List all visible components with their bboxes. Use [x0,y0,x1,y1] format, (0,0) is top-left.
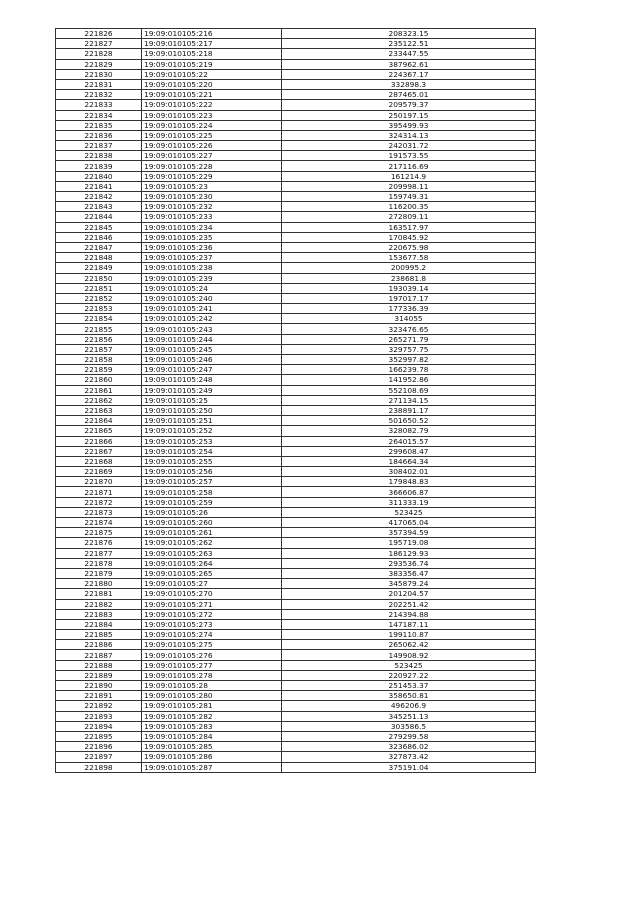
value-cell: 224367.17 [282,69,536,79]
cadastral-number-cell: 19:09:010105:264 [142,558,282,568]
table-row [56,518,536,528]
table-row [56,283,536,293]
table-row [56,375,536,385]
table-row [56,721,536,731]
row-id-cell: 221872 [56,497,142,507]
table-row [56,446,536,456]
value-cell: 501650.52 [282,416,536,426]
table-row [56,742,536,752]
value-cell: 314055 [282,314,536,324]
value-cell: 235122.51 [282,39,536,49]
row-id-cell: 221859 [56,365,142,375]
table-row [56,436,536,446]
table-row [56,110,536,120]
row-id-cell: 221873 [56,507,142,517]
table-row [56,416,536,426]
value-cell: 329757.75 [282,344,536,354]
value-cell: 265062.42 [282,640,536,650]
table-row [56,192,536,202]
table-row [56,59,536,69]
cadastral-number-cell: 19:09:010105:272 [142,609,282,619]
row-id-cell: 221848 [56,253,142,263]
row-id-cell: 221829 [56,59,142,69]
row-id-cell: 221883 [56,609,142,619]
cadastral-number-cell: 19:09:010105:237 [142,253,282,263]
table-row [56,90,536,100]
cadastral-number-cell: 19:09:010105:273 [142,619,282,629]
cadastral-number-cell: 19:09:010105:247 [142,365,282,375]
cadastral-number-cell: 19:09:010105:246 [142,355,282,365]
row-id-cell: 221875 [56,528,142,538]
cadastral-number-cell: 19:09:010105:249 [142,385,282,395]
table-row [56,69,536,79]
value-cell: 220675.98 [282,242,536,252]
row-id-cell: 221892 [56,701,142,711]
value-cell: 417065.04 [282,518,536,528]
row-id-cell: 221870 [56,477,142,487]
value-cell: 332898.3 [282,79,536,89]
row-id-cell: 221877 [56,548,142,558]
row-id-cell: 221830 [56,69,142,79]
cadastral-number-cell: 19:09:010105:263 [142,548,282,558]
table-row [56,507,536,517]
value-cell: 220927.22 [282,670,536,680]
value-cell: 202251.42 [282,599,536,609]
cadastral-number-cell: 19:09:010105:270 [142,589,282,599]
value-cell: 233447.55 [282,49,536,59]
table-row [56,212,536,222]
row-id-cell: 221869 [56,467,142,477]
table-row [56,691,536,701]
table-row [56,232,536,242]
cadastral-number-cell: 19:09:010105:275 [142,640,282,650]
cadastral-number-cell: 19:09:010105:283 [142,721,282,731]
table-row [56,263,536,273]
value-cell: 358650.81 [282,691,536,701]
cadastral-number-cell: 19:09:010105:282 [142,711,282,721]
row-id-cell: 221861 [56,385,142,395]
row-id-cell: 221857 [56,344,142,354]
cadastral-number-cell: 19:09:010105:232 [142,202,282,212]
row-id-cell: 221836 [56,130,142,140]
cadastral-number-cell: 19:09:010105:284 [142,731,282,741]
value-cell: 383356.47 [282,568,536,578]
value-cell: 201204.57 [282,589,536,599]
cadastral-number-cell: 19:09:010105:229 [142,171,282,181]
value-cell: 191573.55 [282,151,536,161]
cadastral-number-cell: 19:09:010105:226 [142,141,282,151]
cadastral-number-cell: 19:09:010105:240 [142,293,282,303]
value-cell: 209998.11 [282,181,536,191]
row-id-cell: 221851 [56,283,142,293]
value-cell: 214394.88 [282,609,536,619]
row-id-cell: 221862 [56,395,142,405]
table-row [56,395,536,405]
value-cell: 177336.39 [282,304,536,314]
table-row [56,405,536,415]
cadastral-number-cell: 19:09:010105:277 [142,660,282,670]
value-cell: 293536.74 [282,558,536,568]
cadastral-number-cell: 19:09:010105:243 [142,324,282,334]
row-id-cell: 221890 [56,681,142,691]
table-row [56,304,536,314]
value-cell: 345879.24 [282,579,536,589]
cadastral-number-cell: 19:09:010105:287 [142,762,282,772]
row-id-cell: 221856 [56,334,142,344]
value-cell: 395499.93 [282,120,536,130]
row-id-cell: 221898 [56,762,142,772]
value-cell: 345251.13 [282,711,536,721]
cadastral-number-cell: 19:09:010105:225 [142,130,282,140]
row-id-cell: 221871 [56,487,142,497]
cadastral-number-cell: 19:09:010105:233 [142,212,282,222]
table-row [56,528,536,538]
row-id-cell: 221874 [56,518,142,528]
value-cell: 217116.69 [282,161,536,171]
cadastral-number-cell: 19:09:010105:256 [142,467,282,477]
cadastral-number-cell: 19:09:010105:26 [142,507,282,517]
table-row [56,202,536,212]
table-row [56,120,536,130]
value-cell: 199110.87 [282,630,536,640]
value-cell: 323476.65 [282,324,536,334]
value-cell: 197017.17 [282,293,536,303]
cadastral-number-cell: 19:09:010105:265 [142,568,282,578]
cadastral-number-cell: 19:09:010105:244 [142,334,282,344]
value-cell: 265271.79 [282,334,536,344]
value-cell: 357394.59 [282,528,536,538]
row-id-cell: 221860 [56,375,142,385]
value-cell: 159749.31 [282,192,536,202]
row-id-cell: 221840 [56,171,142,181]
cadastral-number-cell: 19:09:010105:254 [142,446,282,456]
cadastral-number-cell: 19:09:010105:241 [142,304,282,314]
cadastral-number-cell: 19:09:010105:252 [142,426,282,436]
row-id-cell: 221865 [56,426,142,436]
value-cell: 184664.34 [282,456,536,466]
row-id-cell: 221852 [56,293,142,303]
row-id-cell: 221895 [56,731,142,741]
table-row [56,456,536,466]
cadastral-number-cell: 19:09:010105:253 [142,436,282,446]
table-row [56,141,536,151]
cadastral-number-cell: 19:09:010105:25 [142,395,282,405]
cadastral-number-cell: 19:09:010105:286 [142,752,282,762]
table-row [56,650,536,660]
value-cell: 323686.02 [282,742,536,752]
table-row [56,334,536,344]
table-row [56,731,536,741]
value-cell: 195719.08 [282,538,536,548]
cadastral-number-cell: 19:09:010105:22 [142,69,282,79]
row-id-cell: 221891 [56,691,142,701]
table-row [56,181,536,191]
value-cell: 496206.9 [282,701,536,711]
value-cell: 279299.58 [282,731,536,741]
row-id-cell: 221854 [56,314,142,324]
cadastral-number-cell: 19:09:010105:261 [142,528,282,538]
value-cell: 163517.97 [282,222,536,232]
table-row [56,579,536,589]
cadastral-number-cell: 19:09:010105:285 [142,742,282,752]
table-row [56,497,536,507]
value-cell: 366606.87 [282,487,536,497]
table-row [56,487,536,497]
table-row [56,130,536,140]
value-cell: 271134.15 [282,395,536,405]
row-id-cell: 221826 [56,29,142,39]
table-row [56,426,536,436]
value-cell: 242031.72 [282,141,536,151]
row-id-cell: 221864 [56,416,142,426]
table-row [56,355,536,365]
value-cell: 179848.83 [282,477,536,487]
value-cell: 116200.35 [282,202,536,212]
row-id-cell: 221896 [56,742,142,752]
table-row [56,660,536,670]
value-cell: 251453.37 [282,681,536,691]
table-row [56,293,536,303]
row-id-cell: 221882 [56,599,142,609]
value-cell: 208323.15 [282,29,536,39]
cadastral-number-cell: 19:09:010105:255 [142,456,282,466]
value-cell: 375191.04 [282,762,536,772]
row-id-cell: 221888 [56,660,142,670]
row-id-cell: 221894 [56,721,142,731]
row-id-cell: 221843 [56,202,142,212]
row-id-cell: 221893 [56,711,142,721]
row-id-cell: 221885 [56,630,142,640]
row-id-cell: 221884 [56,619,142,629]
value-cell: 238681.8 [282,273,536,283]
cadastral-number-cell: 19:09:010105:223 [142,110,282,120]
value-cell: 141952.86 [282,375,536,385]
row-id-cell: 221879 [56,568,142,578]
cadastral-number-cell: 19:09:010105:220 [142,79,282,89]
value-cell: 523425 [282,660,536,670]
cadastral-number-cell: 19:09:010105:245 [142,344,282,354]
cadastral-number-cell: 19:09:010105:257 [142,477,282,487]
table-row [56,314,536,324]
table-row [56,467,536,477]
table-row [56,344,536,354]
row-id-cell: 221838 [56,151,142,161]
value-cell: 250197.15 [282,110,536,120]
cadastral-number-cell: 19:09:010105:242 [142,314,282,324]
table-row [56,477,536,487]
cadastral-number-cell: 19:09:010105:28 [142,681,282,691]
cadastral-number-cell: 19:09:010105:234 [142,222,282,232]
value-cell: 523425 [282,507,536,517]
cadastral-number-cell: 19:09:010105:271 [142,599,282,609]
value-cell: 147187.11 [282,619,536,629]
value-cell: 186129.93 [282,548,536,558]
row-id-cell: 221847 [56,242,142,252]
row-id-cell: 221827 [56,39,142,49]
value-cell: 209579.37 [282,100,536,110]
cadastral-number-cell: 19:09:010105:281 [142,701,282,711]
cadastral-number-cell: 19:09:010105:258 [142,487,282,497]
table-row [56,39,536,49]
table-row [56,171,536,181]
cadastral-number-cell: 19:09:010105:218 [142,49,282,59]
value-cell: 299608.47 [282,446,536,456]
table-row [56,49,536,59]
value-cell: 264015.57 [282,436,536,446]
table-row [56,385,536,395]
row-id-cell: 221868 [56,456,142,466]
table-row [56,151,536,161]
table-row [56,568,536,578]
table-row [56,365,536,375]
cadastral-number-cell: 19:09:010105:219 [142,59,282,69]
table-row [56,548,536,558]
value-cell: 200995.2 [282,263,536,273]
row-id-cell: 221841 [56,181,142,191]
row-id-cell: 221863 [56,405,142,415]
value-cell: 327873.42 [282,752,536,762]
cadastral-number-cell: 19:09:010105:23 [142,181,282,191]
value-cell: 149908.92 [282,650,536,660]
row-id-cell: 221881 [56,589,142,599]
table-row [56,589,536,599]
table-row [56,640,536,650]
row-id-cell: 221844 [56,212,142,222]
row-id-cell: 221831 [56,79,142,89]
row-id-cell: 221855 [56,324,142,334]
row-id-cell: 221853 [56,304,142,314]
value-cell: 170845.92 [282,232,536,242]
row-id-cell: 221887 [56,650,142,660]
table-row [56,273,536,283]
table-row [56,711,536,721]
cadastral-number-cell: 19:09:010105:228 [142,161,282,171]
table-row [56,538,536,548]
value-cell: 352997.82 [282,355,536,365]
table-row [56,242,536,252]
value-cell: 308402.01 [282,467,536,477]
data-table [55,28,536,773]
row-id-cell: 221886 [56,640,142,650]
row-id-cell: 221837 [56,141,142,151]
table-row [56,752,536,762]
value-cell: 311333.19 [282,497,536,507]
row-id-cell: 221828 [56,49,142,59]
row-id-cell: 221878 [56,558,142,568]
value-cell: 552108.69 [282,385,536,395]
value-cell: 324314.13 [282,130,536,140]
table-row [56,79,536,89]
value-cell: 238891.17 [282,405,536,415]
row-id-cell: 221833 [56,100,142,110]
cadastral-number-cell: 19:09:010105:221 [142,90,282,100]
value-cell: 272809.11 [282,212,536,222]
cadastral-number-cell: 19:09:010105:236 [142,242,282,252]
value-cell: 303586.5 [282,721,536,731]
value-cell: 153677.58 [282,253,536,263]
cadastral-number-cell: 19:09:010105:278 [142,670,282,680]
cadastral-number-cell: 19:09:010105:274 [142,630,282,640]
cadastral-number-cell: 19:09:010105:276 [142,650,282,660]
table-row [56,222,536,232]
cadastral-number-cell: 19:09:010105:235 [142,232,282,242]
cadastral-number-cell: 19:09:010105:259 [142,497,282,507]
row-id-cell: 221834 [56,110,142,120]
cadastral-number-cell: 19:09:010105:239 [142,273,282,283]
cadastral-number-cell: 19:09:010105:251 [142,416,282,426]
cadastral-number-cell: 19:09:010105:224 [142,120,282,130]
value-cell: 166239.78 [282,365,536,375]
row-id-cell: 221866 [56,436,142,446]
cadastral-number-cell: 19:09:010105:248 [142,375,282,385]
row-id-cell: 221897 [56,752,142,762]
table-row [56,100,536,110]
row-id-cell: 221867 [56,446,142,456]
table-row [56,670,536,680]
cadastral-number-cell: 19:09:010105:230 [142,192,282,202]
row-id-cell: 221889 [56,670,142,680]
row-id-cell: 221846 [56,232,142,242]
cadastral-number-cell: 19:09:010105:250 [142,405,282,415]
cadastral-number-cell: 19:09:010105:260 [142,518,282,528]
row-id-cell: 221880 [56,579,142,589]
cadastral-number-cell: 19:09:010105:222 [142,100,282,110]
row-id-cell: 221876 [56,538,142,548]
row-id-cell: 221842 [56,192,142,202]
cadastral-number-cell: 19:09:010105:262 [142,538,282,548]
value-cell: 287465.01 [282,90,536,100]
table-row [56,558,536,568]
cadastral-number-cell: 19:09:010105:27 [142,579,282,589]
table-row [56,253,536,263]
row-id-cell: 221850 [56,273,142,283]
row-id-cell: 221858 [56,355,142,365]
row-id-cell: 221832 [56,90,142,100]
cadastral-number-cell: 19:09:010105:238 [142,263,282,273]
cadastral-number-cell: 19:09:010105:24 [142,283,282,293]
table-row [56,630,536,640]
row-id-cell: 221839 [56,161,142,171]
table-row [56,701,536,711]
table-row [56,599,536,609]
cadastral-number-cell: 19:09:010105:216 [142,29,282,39]
value-cell: 328082.79 [282,426,536,436]
table-row [56,762,536,772]
cadastral-number-cell: 19:09:010105:217 [142,39,282,49]
cadastral-number-cell: 19:09:010105:280 [142,691,282,701]
cadastral-number-cell: 19:09:010105:227 [142,151,282,161]
value-cell: 161214.9 [282,171,536,181]
row-id-cell: 221835 [56,120,142,130]
table-row [56,681,536,691]
table-row [56,29,536,39]
table-row [56,324,536,334]
value-cell: 387962.61 [282,59,536,69]
row-id-cell: 221849 [56,263,142,273]
table-row [56,619,536,629]
table-body [56,29,536,773]
row-id-cell: 221845 [56,222,142,232]
value-cell: 193039.14 [282,283,536,293]
table-row [56,161,536,171]
table-row [56,609,536,619]
